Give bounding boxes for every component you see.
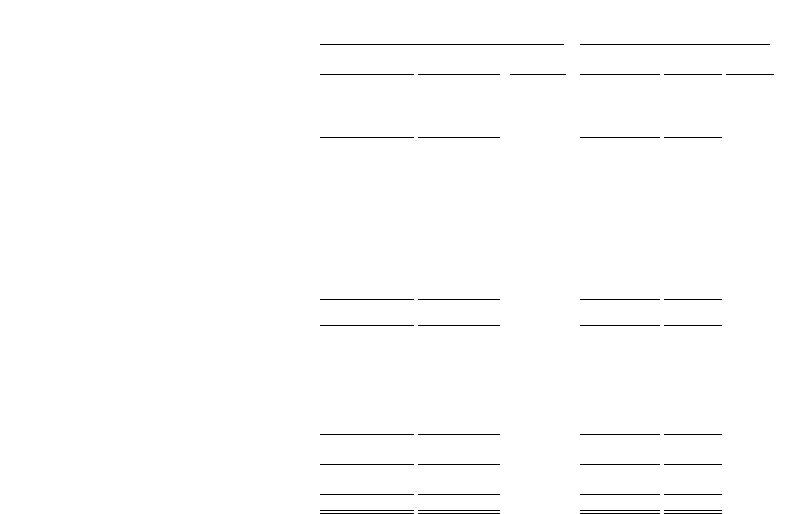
subheader-rule-2 — [418, 74, 500, 75]
three-months-header-rule — [320, 44, 564, 45]
rule-pretax-3 — [580, 464, 660, 465]
double-rule-net-income-4 — [664, 510, 722, 514]
rule-net-income-4 — [664, 494, 722, 495]
rule-operating-income — [320, 325, 414, 326]
quarter-percent-header — [515, 47, 565, 52]
table-row — [0, 77, 800, 89]
subheader-rule-4 — [580, 74, 660, 75]
rule-other-total-2 — [418, 434, 500, 435]
year-header-rule — [580, 44, 770, 45]
rule-operating-income-4 — [664, 325, 722, 326]
rule-revenue-total-3 — [580, 137, 660, 138]
rule-revenue-total-2 — [418, 137, 500, 138]
rule-pretax-2 — [418, 464, 500, 465]
rule-pretax — [320, 464, 414, 465]
rule-net-income — [320, 494, 414, 495]
rule-other-total-4 — [664, 434, 722, 435]
year-header — [580, 14, 770, 18]
rule-expenses-total-4 — [664, 299, 722, 300]
rule-expenses-total-3 — [580, 299, 660, 300]
rule-revenue-total-4 — [664, 137, 722, 138]
three-months-header — [320, 14, 564, 18]
rule-revenue-total — [320, 137, 414, 138]
rule-operating-income-2 — [418, 325, 500, 326]
subheader-rule-5 — [664, 74, 722, 75]
rule-net-income-2 — [418, 494, 500, 495]
subheader-rule-1 — [320, 74, 414, 75]
subheader-rule-3 — [510, 74, 566, 75]
year-percent-header — [730, 47, 775, 52]
double-rule-net-income — [320, 510, 414, 514]
rule-pretax-4 — [664, 464, 722, 465]
rule-net-income-3 — [580, 494, 660, 495]
double-rule-net-income-2 — [418, 510, 500, 514]
rule-operating-income-3 — [580, 325, 660, 326]
rule-expenses-total — [320, 299, 414, 300]
subheader-rule-6 — [726, 74, 774, 75]
rule-expenses-total-2 — [418, 299, 500, 300]
double-rule-net-income-3 — [580, 510, 660, 514]
rule-other-total-3 — [580, 434, 660, 435]
rule-other-total — [320, 434, 414, 435]
